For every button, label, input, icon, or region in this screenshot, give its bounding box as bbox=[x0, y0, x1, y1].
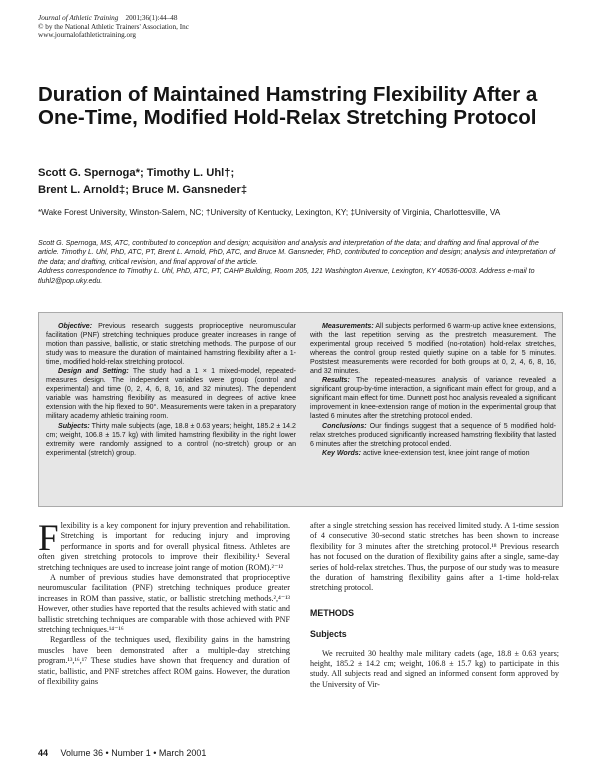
conclusions-label: Conclusions: bbox=[322, 422, 367, 430]
page-number: 44 bbox=[38, 748, 49, 758]
drop-cap: F bbox=[38, 518, 59, 559]
keywords-text: active knee-extension test, knee joint range of motion bbox=[363, 449, 530, 457]
authors-line-2: Brent L. Arnold‡; Bruce M. Gansneder‡ bbox=[38, 183, 248, 196]
intro-paragraph-1 bbox=[38, 518, 290, 573]
intro-paragraph-4: after a single stretching session has received limited study. A 1-time session of 4 consecutive 30-second static stretches has been shown to increase flexibility for 3 minutes after the stretching protocol.¹⁸ Previous research has not focused on the duration of flexibility gains after a single, same-day series of hold-relax stretches. Thus, the purpose of our study was to measure the duration of hamstring flexibility gains after a 1-time hold-relax stretching protocol. bbox=[310, 521, 559, 593]
abstract-keywords bbox=[310, 449, 556, 458]
subjects-label: Subjects: bbox=[58, 422, 90, 430]
abstract-conclusions bbox=[310, 422, 556, 449]
author-list bbox=[38, 165, 558, 198]
results-text: The repeated-measures analysis of variance revealed a significant group-by-time interaction, a significant main effect for group, and a significant main effect for time. Dunnett post hoc analysis revealed a significant improvement in knee-extension range of motion in the experimental group that lasted 6 minutes after the stretching protocol ended. bbox=[310, 377, 556, 421]
abstract-results bbox=[310, 376, 556, 421]
design-label: Design and Setting: bbox=[58, 368, 129, 376]
authors-line-1: Scott G. Spernoga*; Timothy L. Uhl†; bbox=[38, 167, 235, 179]
journal-website: www.journalofathletictraining.org bbox=[38, 31, 137, 40]
keywords-label: Key Words: bbox=[322, 449, 362, 457]
abstract-measurements bbox=[310, 322, 556, 376]
contributions-block bbox=[38, 239, 558, 286]
abstract-design bbox=[46, 367, 296, 421]
abstract-subjects bbox=[46, 422, 296, 458]
body-left-column bbox=[38, 518, 290, 688]
abstract-right-column bbox=[310, 322, 556, 458]
issue-info: Volume 36 • Number 1 • March 2001 bbox=[60, 748, 207, 758]
subjects-heading: Subjects bbox=[310, 629, 347, 640]
journal-name: Journal of Athletic Training bbox=[38, 14, 119, 22]
measurements-text: All subjects performed 6 warm-up active knee extensions, with the last repetition serving as the prestretch measurement. The experimental group received 5 modified (no-rotation) hold-relax stretches, whereas the control group rested quietly supine on a table for 5 minutes. Poststest measurements were recorded for both groups at 0, 2, 4, 6, 8, 16, and 32 minutes. bbox=[310, 323, 556, 376]
objective-text: Previous research suggests proprioceptive neuromuscular facilitation (PNF) stretching techniques produce greater increases in range of motion than passive, ballistic, or static stretching methods. The purpose of our study was to measure the duration of maintained hamstring flexibility after a 1-time, modified hold-relax stretching protocol. bbox=[46, 323, 296, 367]
results-label: Results: bbox=[322, 377, 350, 385]
objective-label: Objective: bbox=[58, 323, 93, 330]
abstract-left-column bbox=[46, 322, 296, 458]
copyright-line: © by the National Athletic Trainers' Association, Inc bbox=[38, 22, 189, 31]
conclusions-text: Our findings suggest that a sequence of 5 modified hold-relax stretches produced significantly increased hamstring flexibility that lasted 6 minutes after the stretching protocol ended. bbox=[310, 422, 556, 448]
affiliations: *Wake Forest University, Winston-Salem, NC; †University of Kentucky, Lexington, KY; ‡University of Virginia, Charlottesville, VA bbox=[38, 208, 501, 217]
intro-paragraph-3: Regardless of the techniques used, flexibility gains in the hamstring muscles have been demonstrated after a multiple-day stretching program.¹³,¹⁶,¹⁷ These studies have shown that frequency and duration of static, ballistic, and PNF stretches affect ROM gains. However, the duration of flexibility gains bbox=[38, 635, 290, 687]
methods-heading: METHODS bbox=[310, 607, 354, 618]
page-footer bbox=[38, 748, 558, 759]
intro-paragraph-1-text: lexibility is a key component for injury prevention and rehabilitation. Stretching is important for reducing injury and improving performance in sports and for overall physical fitness. Athletes are often given stretching protocols to improve their flexibility.¹ Several stretching techniques are used to increase joint range of motion (ROM).²⁻¹² bbox=[38, 521, 290, 572]
subjects-paragraph: We recruited 30 healthy male military cadets (age, 18.8 ± 0.63 years; height, 185.2 ± 14.2 cm; weight, 106.8 ± 15.7 kg) to participate in this study. All subjects read and signed an informed consent form approved by the University of Vir- bbox=[310, 648, 559, 689]
subjects-text: Thirty male subjects (age, 18.8 ± 0.63 years; height, 185.2 ± 14.2 cm; weight, 106.8 ± 15.7 kg) with limited hamstring flexibility in the right lower extremity were randomly assigned to a control (no-stretch) group or an experimental (stretch) group. bbox=[46, 422, 296, 457]
measurements-label: Measurements: bbox=[322, 323, 374, 330]
author-contributions: Scott G. Spernoga, MS, ATC, contributed to conception and design; acquisition and analysis and interpretation of the data; and drafting and final approval of the article. Timothy L. Uhl, PhD, ATC, PT, Brent L. Arnold, PhD, ATC, and Bruce M. Gansneder, PhD, contributed to conception and design; analysis and interpretation of the data; and drafting, critical revision, and final approval of the article. bbox=[38, 239, 556, 266]
intro-paragraph-2: A number of previous studies have demonstrated that proprioceptive neuromuscular facilitation (PNF) stretching techniques produce greater increases in ROM than passive, static, or ballistic stretching methods.²,⁴⁻¹³ However, other studies have reported that the results achieved with static and ballistic stretching techniques are comparable with those achieved with PNF stretching techniques.¹⁴⁻¹⁶ bbox=[38, 573, 290, 635]
abstract-objective bbox=[46, 322, 296, 367]
correspondence-address: Address correspondence to Timothy L. Uhl, PhD, ATC, PT, CAHP Building, Room 205, 121 Washington Avenue, Lexington, KY 40536-0003. Address e-mail to tluhl2@pop.uky.edu. bbox=[38, 267, 535, 285]
body-right-column bbox=[310, 521, 559, 690]
design-text: The study had a 1 × 1 mixed-model, repeated-measures design. The independent variables were group (control and experimental) and time (0, 2, 4, 6, 8, 16, and 32 minutes). The dependent variable was hamstring flexibility as measured in degrees of active knee extension with the hip flexed to 90°. Measurements were taken in a preparatory military academy athletic training room. bbox=[46, 368, 296, 421]
article-title: Duration of Maintained Hamstring Flexibility After a One-Time, Modified Hold-Relax Stretching Protocol bbox=[38, 83, 538, 129]
journal-citation: 2001;36(1):44–48 bbox=[125, 14, 178, 22]
journal-header bbox=[38, 14, 438, 40]
